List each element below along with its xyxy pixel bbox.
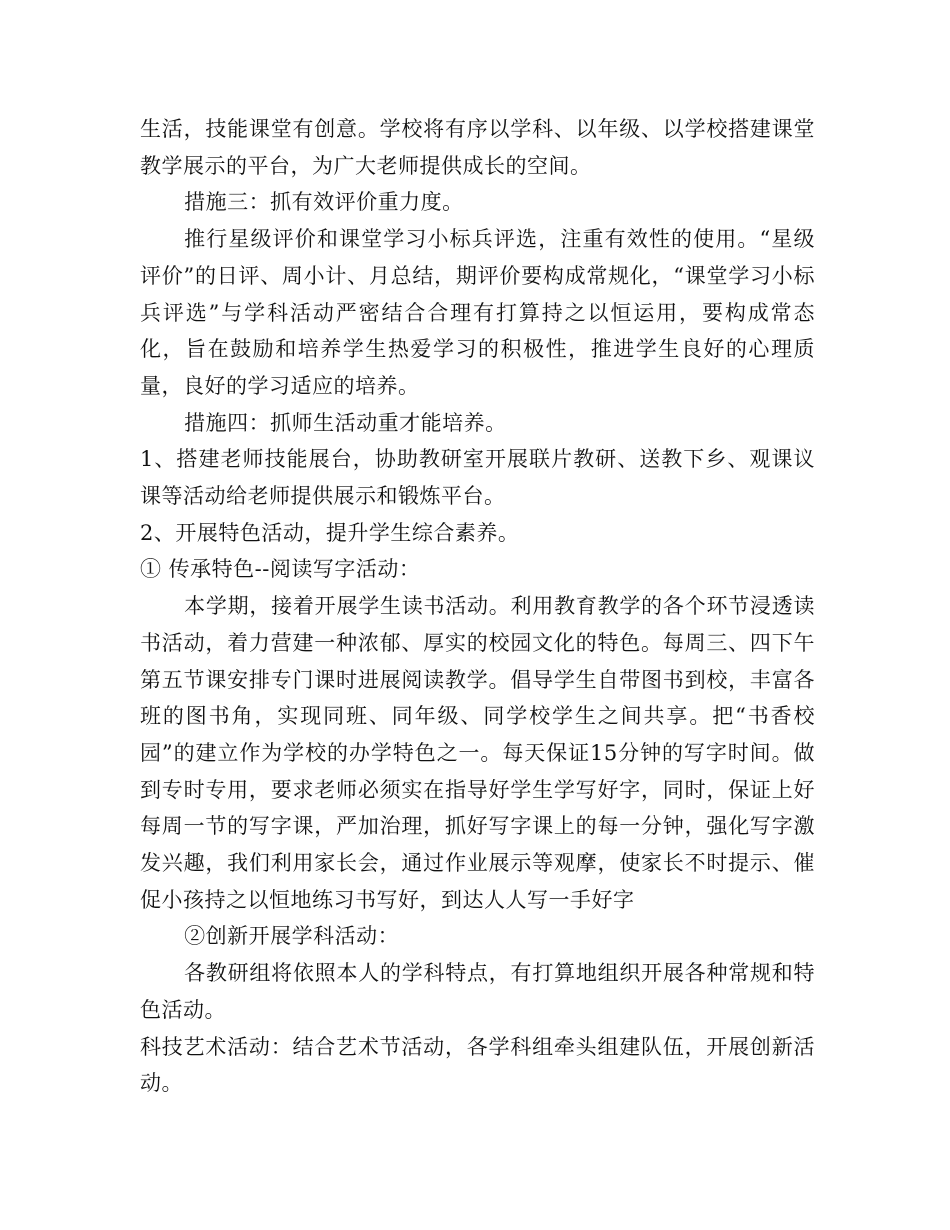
list-item-2: 2、开展特色活动，提升学生综合素养。 [140, 520, 520, 545]
list-item-1: 1、搭建老师技能展台，协助教研室开展联片教研、送教下乡、观课议课等活动给老师提供展示和锻炼平台。 [140, 447, 815, 509]
paragraph-tech-art: 科技艺术活动：结合艺术节活动，各学科组牵头组建队伍，开展创新活动。 [140, 1034, 815, 1096]
subheading-reading-writing: ① 传承特色--阅读写字活动： [140, 557, 421, 582]
paragraph-teaching-groups: 各教研组将依照本人的学科特点，有打算地组织开展各种常规和特色活动。 [140, 961, 815, 1022]
heading-measure-3: 措施三：抓有效评价重力度。 [184, 190, 464, 215]
paragraph-1: 生活，技能课堂有创意。学校将有序以学科、以年级、以学校搭建课堂教学展示的平台，为广大老师提供成长的空间。 [140, 117, 815, 178]
paragraph-star-evaluation: 推行星级评价和课堂学习小标兵评选，注重有效性的使用。“星级评价”的日评、周小计、月总结，期评价要构成常规化，“课堂学习小标兵评选”与学科活动严密结合合理有打算持之以恒运用，要构成常态化，旨在鼓励和培养学生热爱学习的积极性，推进学生良好的心理质量，良好的学习适应的培养。 [140, 227, 815, 398]
paragraph-reading-activities: 本学期，接着开展学生读书活动。利用教育教学的各个环节浸透读书活动，着力营建一种浓郁、厚实的校园文化的特色。每周三、四下午第五节课安排专门课时进展阅读教学。倡导学生自带图书到校，丰富各班的图书角，实现同班、同年级、同学校学生之间共享。把“书香校园”的建立作为学校的办学特色之一。每天保证15分钟的写字时间。做到专时专用，要求老师必须实在指导好学生学写好字，同时，保证上好每周一节的写字课，严加治理，抓好写字课上的每一分钟，强化写字激发兴趣，我们利用家长会，通过作业展示等观摩，使家长不时提示、催促小孩持之以恒地练习书写好，到达人人写一手好字 [140, 594, 815, 912]
document-body [140, 111, 815, 1102]
subheading-subject-activities: ②创新开展学科活动： [184, 924, 400, 949]
heading-measure-4: 措施四：抓师生活动重才能培养。 [184, 410, 507, 435]
